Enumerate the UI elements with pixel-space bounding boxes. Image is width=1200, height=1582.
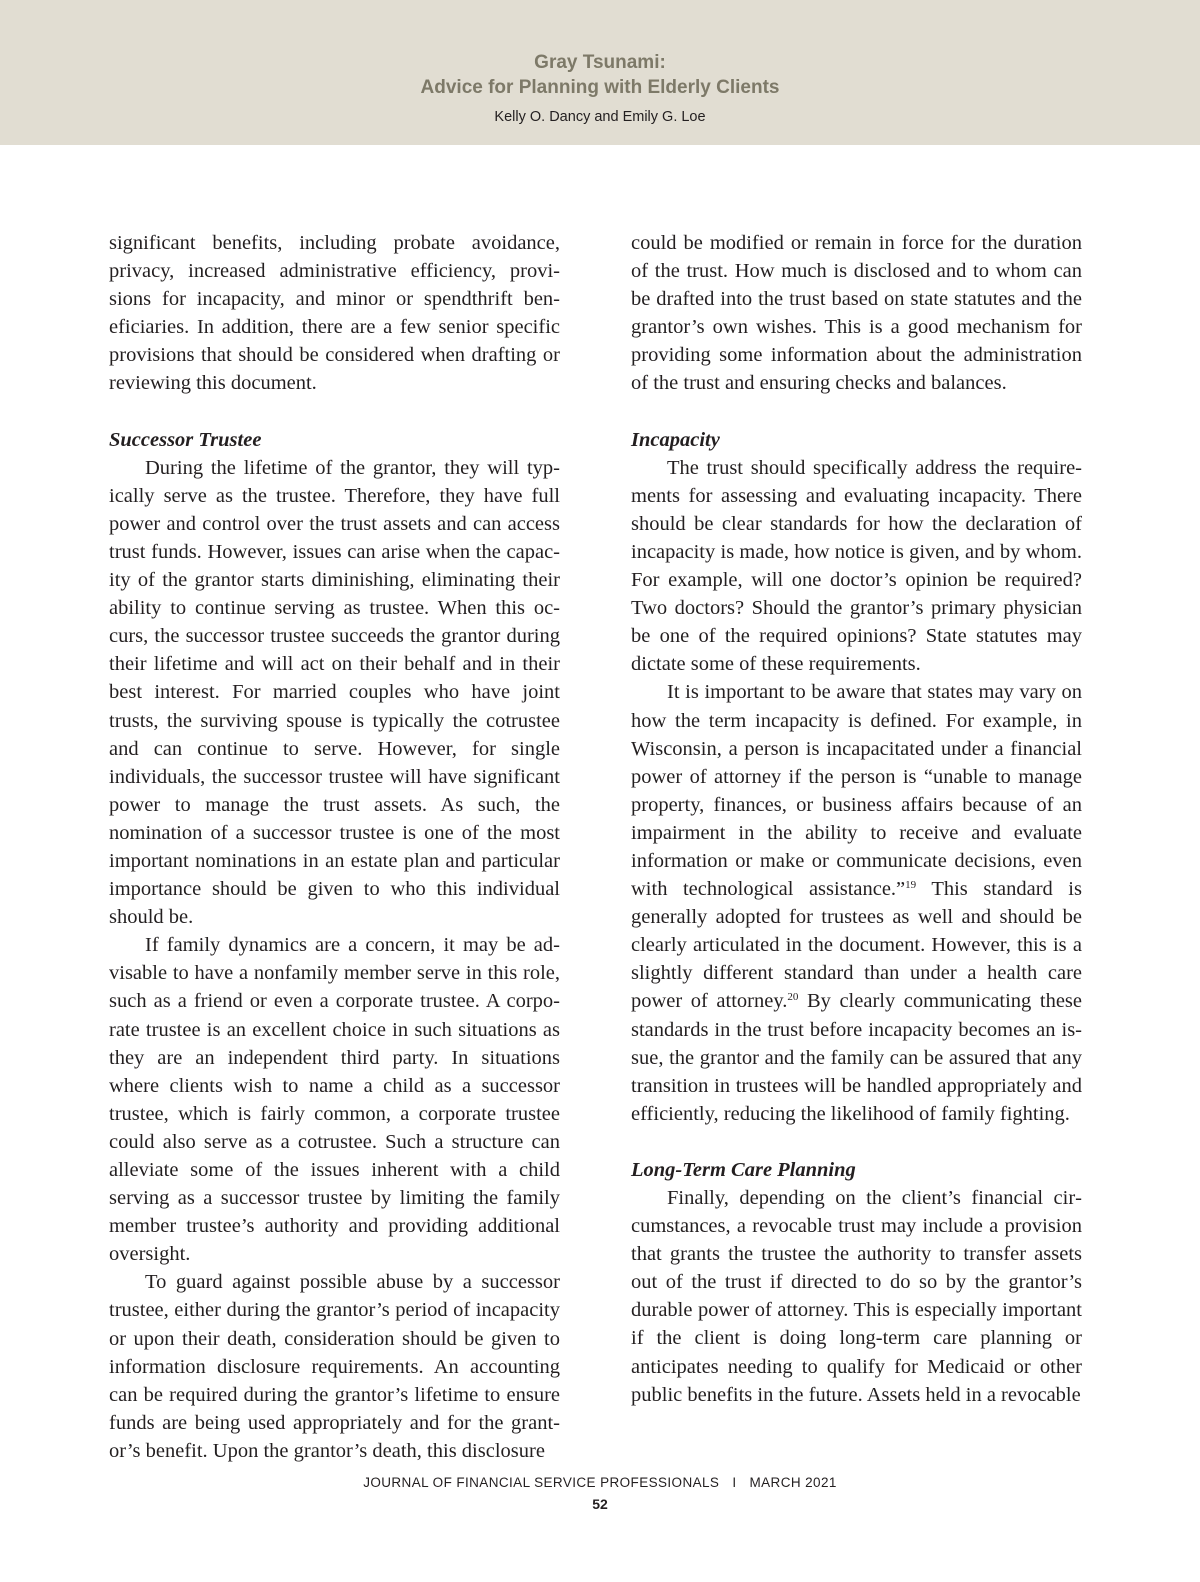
- section-heading-long-term-care: Long-Term Care Planning: [631, 1158, 856, 1181]
- article-title-line-2: Advice for Planning with Elderly Clients: [420, 77, 780, 98]
- section-heading-successor-trustee: Successor Trustee: [109, 428, 262, 451]
- page-header: [0, 0, 1200, 145]
- footnote-ref-19: 19: [905, 879, 917, 892]
- footer-separator: I: [732, 1475, 737, 1490]
- paragraph: [631, 678, 1082, 1128]
- left-column: [109, 229, 560, 1465]
- paragraph: To guard against possible abuse by a successor trustee, either during the grantor’s period of incapacity or upon their death, consideration should be given to information disclosure requirements. An accounting can be required during the grantor’s lifetime to ensure funds are being used appropriately and for the grantor’s benefit. Upon the grantor’s death, this disclosure: [109, 1271, 560, 1462]
- paragraph: The trust should specifically address the requirements for assessing and evaluating incapacity. There should be clear standards for how the declaration of incapacity is made, how notice is given, and by whom. For example, will one doctor’s opinion be required? Two doctors? Should the grantor’s primary physician be one of the required opinions? State statutes may dictate some of these requirements.: [631, 456, 1082, 676]
- page-number: 52: [592, 1496, 608, 1512]
- article-title-line-1: Gray Tsunami:: [534, 52, 666, 73]
- paragraph: Finally, depending on the client’s financial circumstances, a revocable trust may include a provision that grants the trustee the authority to transfer assets out of the trust if directed to do so by the grantor’s durable power of attorney. This is especially important if the client is doing long-term care planning or anticipates needing to qualify for Medicaid or other public benefits in the future. Assets held in a revocable: [631, 1187, 1082, 1406]
- paragraph: could be modified or remain in force for the duration of the trust. How much is disclosed and to whom can be drafted into the trust based on state statutes and the grantor’s own wishes. This is a good mechanism for providing some information about the administration of the trust and ensuring checks and balances.: [631, 232, 1082, 395]
- issue-date: MARCH 2021: [749, 1475, 837, 1490]
- section-heading-incapacity: Incapacity: [631, 428, 720, 451]
- right-column: [631, 229, 1082, 1409]
- journal-name: JOURNAL OF FINANCIAL SERVICE PROFESSIONALS: [363, 1475, 720, 1490]
- paragraph: If family dynamics are a concern, it may be advisable to have a nonfamily member serve in this role, such as a friend or even a corporate trustee. A corporate trustee is an excellent choice in such situations as they are an independent third party. In situations where clients wish to name a child as a successor trustee, which is fairly common, a corporate trustee could also serve as a cotrustee. Such a structure can alleviate some of the issues inherent with a child serving as a successor trustee by limiting the family member trustee’s authority and providing additional oversight.: [109, 934, 560, 1266]
- paragraph-text: By clearly communicating these standards in the trust before incapacity becomes an issue, the grantor and the family can be assured that any transition in trustees will be handled appropriately and efficiently, reducing the likelihood of family fighting.: [631, 990, 1082, 1125]
- article-authors: Kelly O. Dancy and Emily G. Loe: [494, 109, 706, 125]
- paragraph-text: This standard is generally adopted for trustees as well and should be clearly articulated in the document. However, this is a slightly different standard than under a health care power of attorney.: [631, 878, 1082, 1013]
- journal-line: [0, 1475, 1200, 1490]
- page-footer: [0, 1475, 1200, 1512]
- paragraph: significant benefits, including probate avoidance, privacy, increased administrative efficiency, provisions for incapacity, and minor or spendthrift beneficiaries. In addition, there are a few senior specific provisions that should be considered when drafting or reviewing this document.: [109, 232, 560, 395]
- footnote-ref-20: 20: [787, 991, 799, 1004]
- paragraph-text: It is important to be aware that states may vary on how the term incapacity is defined. For example, in Wisconsin, a person is incapacitated under a financial power of attorney if the person is “unable to manage property, finances, or business affairs because of an impairment in the ability to receive and evaluate information or make or communicate decisions, even with technological assistance.”: [631, 681, 1082, 901]
- paragraph: During the lifetime of the grantor, they will typically serve as the trustee. Therefore, they have full power and control over the trust assets and can access trust funds. However, issues can arise when the capacity of the grantor starts diminishing, eliminating their ability to continue serving as trustee. When this occurs, the successor trustee succeeds the grantor during their lifetime and will act on their behalf and in their best interest. For married couples who have joint trusts, the surviving spouse is typically the cotrustee and can continue to serve. However, for single individuals, the successor trustee will have significant power to manage the trust assets. As such, the nomination of a successor trustee is one of the most important nominations in an estate plan and particular importance should be given to who this individual should be.: [109, 456, 560, 929]
